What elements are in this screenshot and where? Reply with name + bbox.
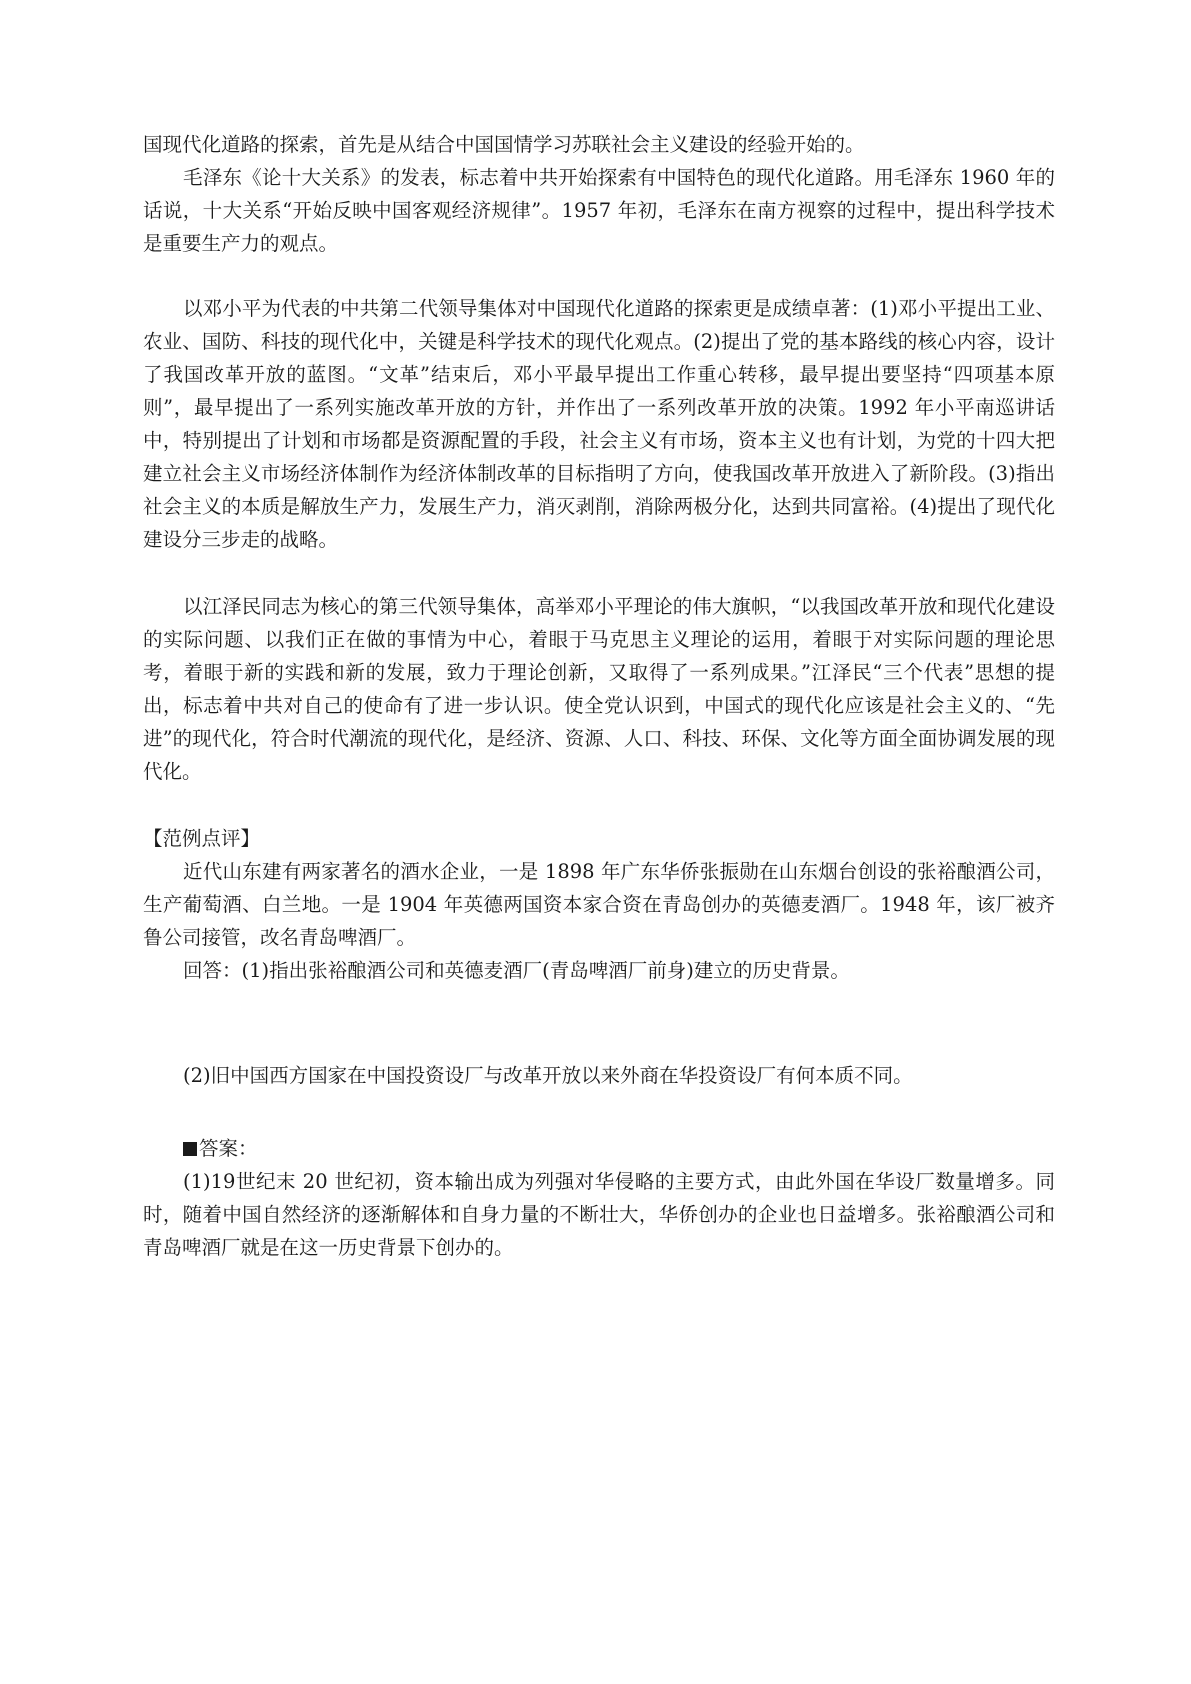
document-page — [143, 128, 1055, 1264]
paragraph-mao-ten-relations: 毛泽东《论十大关系》的发表，标志着中共开始探索有中国特色的现代化道路。用毛泽东 1960 年的话说，十大关系“开始反映中国客观经济规律”。1957 年初，毛泽东在南方视察的过程中，提出科学技术是重要生产力的观点。 — [143, 166, 1055, 255]
answer-heading — [143, 1132, 1055, 1165]
spacer — [143, 788, 1055, 822]
answer-space — [143, 987, 1055, 1059]
answer-text: (1)19世纪末 20 世纪初，资本输出成为列强对华侵略的主要方式，由此外国在华设厂数量增多。同时，随着中国自然经济的逐渐解体和自身力量的不断壮大，华侨创办的企业也日益增多。张裕酿酒公司和青岛啤酒厂就是在这一历史背景下创办的。 — [143, 1170, 1055, 1259]
square-bullet-icon — [183, 1142, 197, 1156]
section-heading: 【范例点评】 — [143, 827, 261, 850]
paragraph-jiang-third-generation: 以江泽民同志为核心的第三代领导集体，高举邓小平理论的伟大旗帜，“以我国改革开放和现代化建设的实际问题、以我们正在做的事情为中心，着眼于马克思主义理论的运用，着眼于对实际问题的理论思考，着眼于新的实践和新的发展，致力于理论创新，又取得了一系列成果。”江泽民“三个代表”思想的提出，标志着中共对自己的使命有了进一步认识。使全党认识到，中国式的现代化应该是社会主义的、“先进”的现代化，符合时代潮流的现代化，是经济、资源、人口、科技、环保、文化等方面全面协调发展的现代化。 — [143, 595, 1055, 783]
example-material: 近代山东建有两家著名的酒水企业，一是 1898 年广东华侨张振勋在山东烟台创设的张裕酿酒公司，生产葡萄酒、白兰地。一是 1904 年英德两国资本家合资在青岛创办的英德麦酒厂。1948 年，该厂被齐鲁公司接管，改名青岛啤酒厂。 — [143, 860, 1055, 949]
question-2: (2)旧中国西方国家在中国投资设厂与改革开放以来外商在华投资设厂有何本质不同。 — [183, 1064, 913, 1087]
spacer — [143, 260, 1055, 292]
paragraph-continuation: 国现代化道路的探索，首先是从结合中国国情学习苏联社会主义建设的经验开始的。 — [143, 133, 865, 156]
question-1: 回答：(1)指出张裕酿酒公司和英德麦酒厂(青岛啤酒厂前身)建立的历史背景。 — [183, 959, 850, 982]
paragraph-deng-second-generation: 以邓小平为代表的中共第二代领导集体对中国现代化道路的探索更是成绩卓著：(1)邓小平提出工业、农业、国防、科技的现代化中，关键是科学技术的现代化观点。(2)提出了党的基本路线的核心内容，设计了我国改革开放的蓝图。“文革”结束后，邓小平最早提出工作重心转移，最早提出要坚持“四项基本原则”，最早提出了一系列实施改革开放的方针，并作出了一系列改革开放的决策。1992 年小平南巡讲话中，特别提出了计划和市场都是资源配置的手段，社会主义有市场，资本主义也有计划，为党的十四大把建立社会主义市场经济体制作为经济体制改革的目标指明了方向，使我国改革开放进入了新阶段。(3)指出社会主义的本质是解放生产力，发展生产力，消灭剥削，消除两极分化，达到共同富裕。(4)提出了现代化建设分三步走的战略。 — [143, 297, 1055, 551]
spacer — [143, 556, 1055, 590]
answer-space — [143, 1092, 1055, 1132]
answer-label: 答案： — [199, 1137, 258, 1160]
